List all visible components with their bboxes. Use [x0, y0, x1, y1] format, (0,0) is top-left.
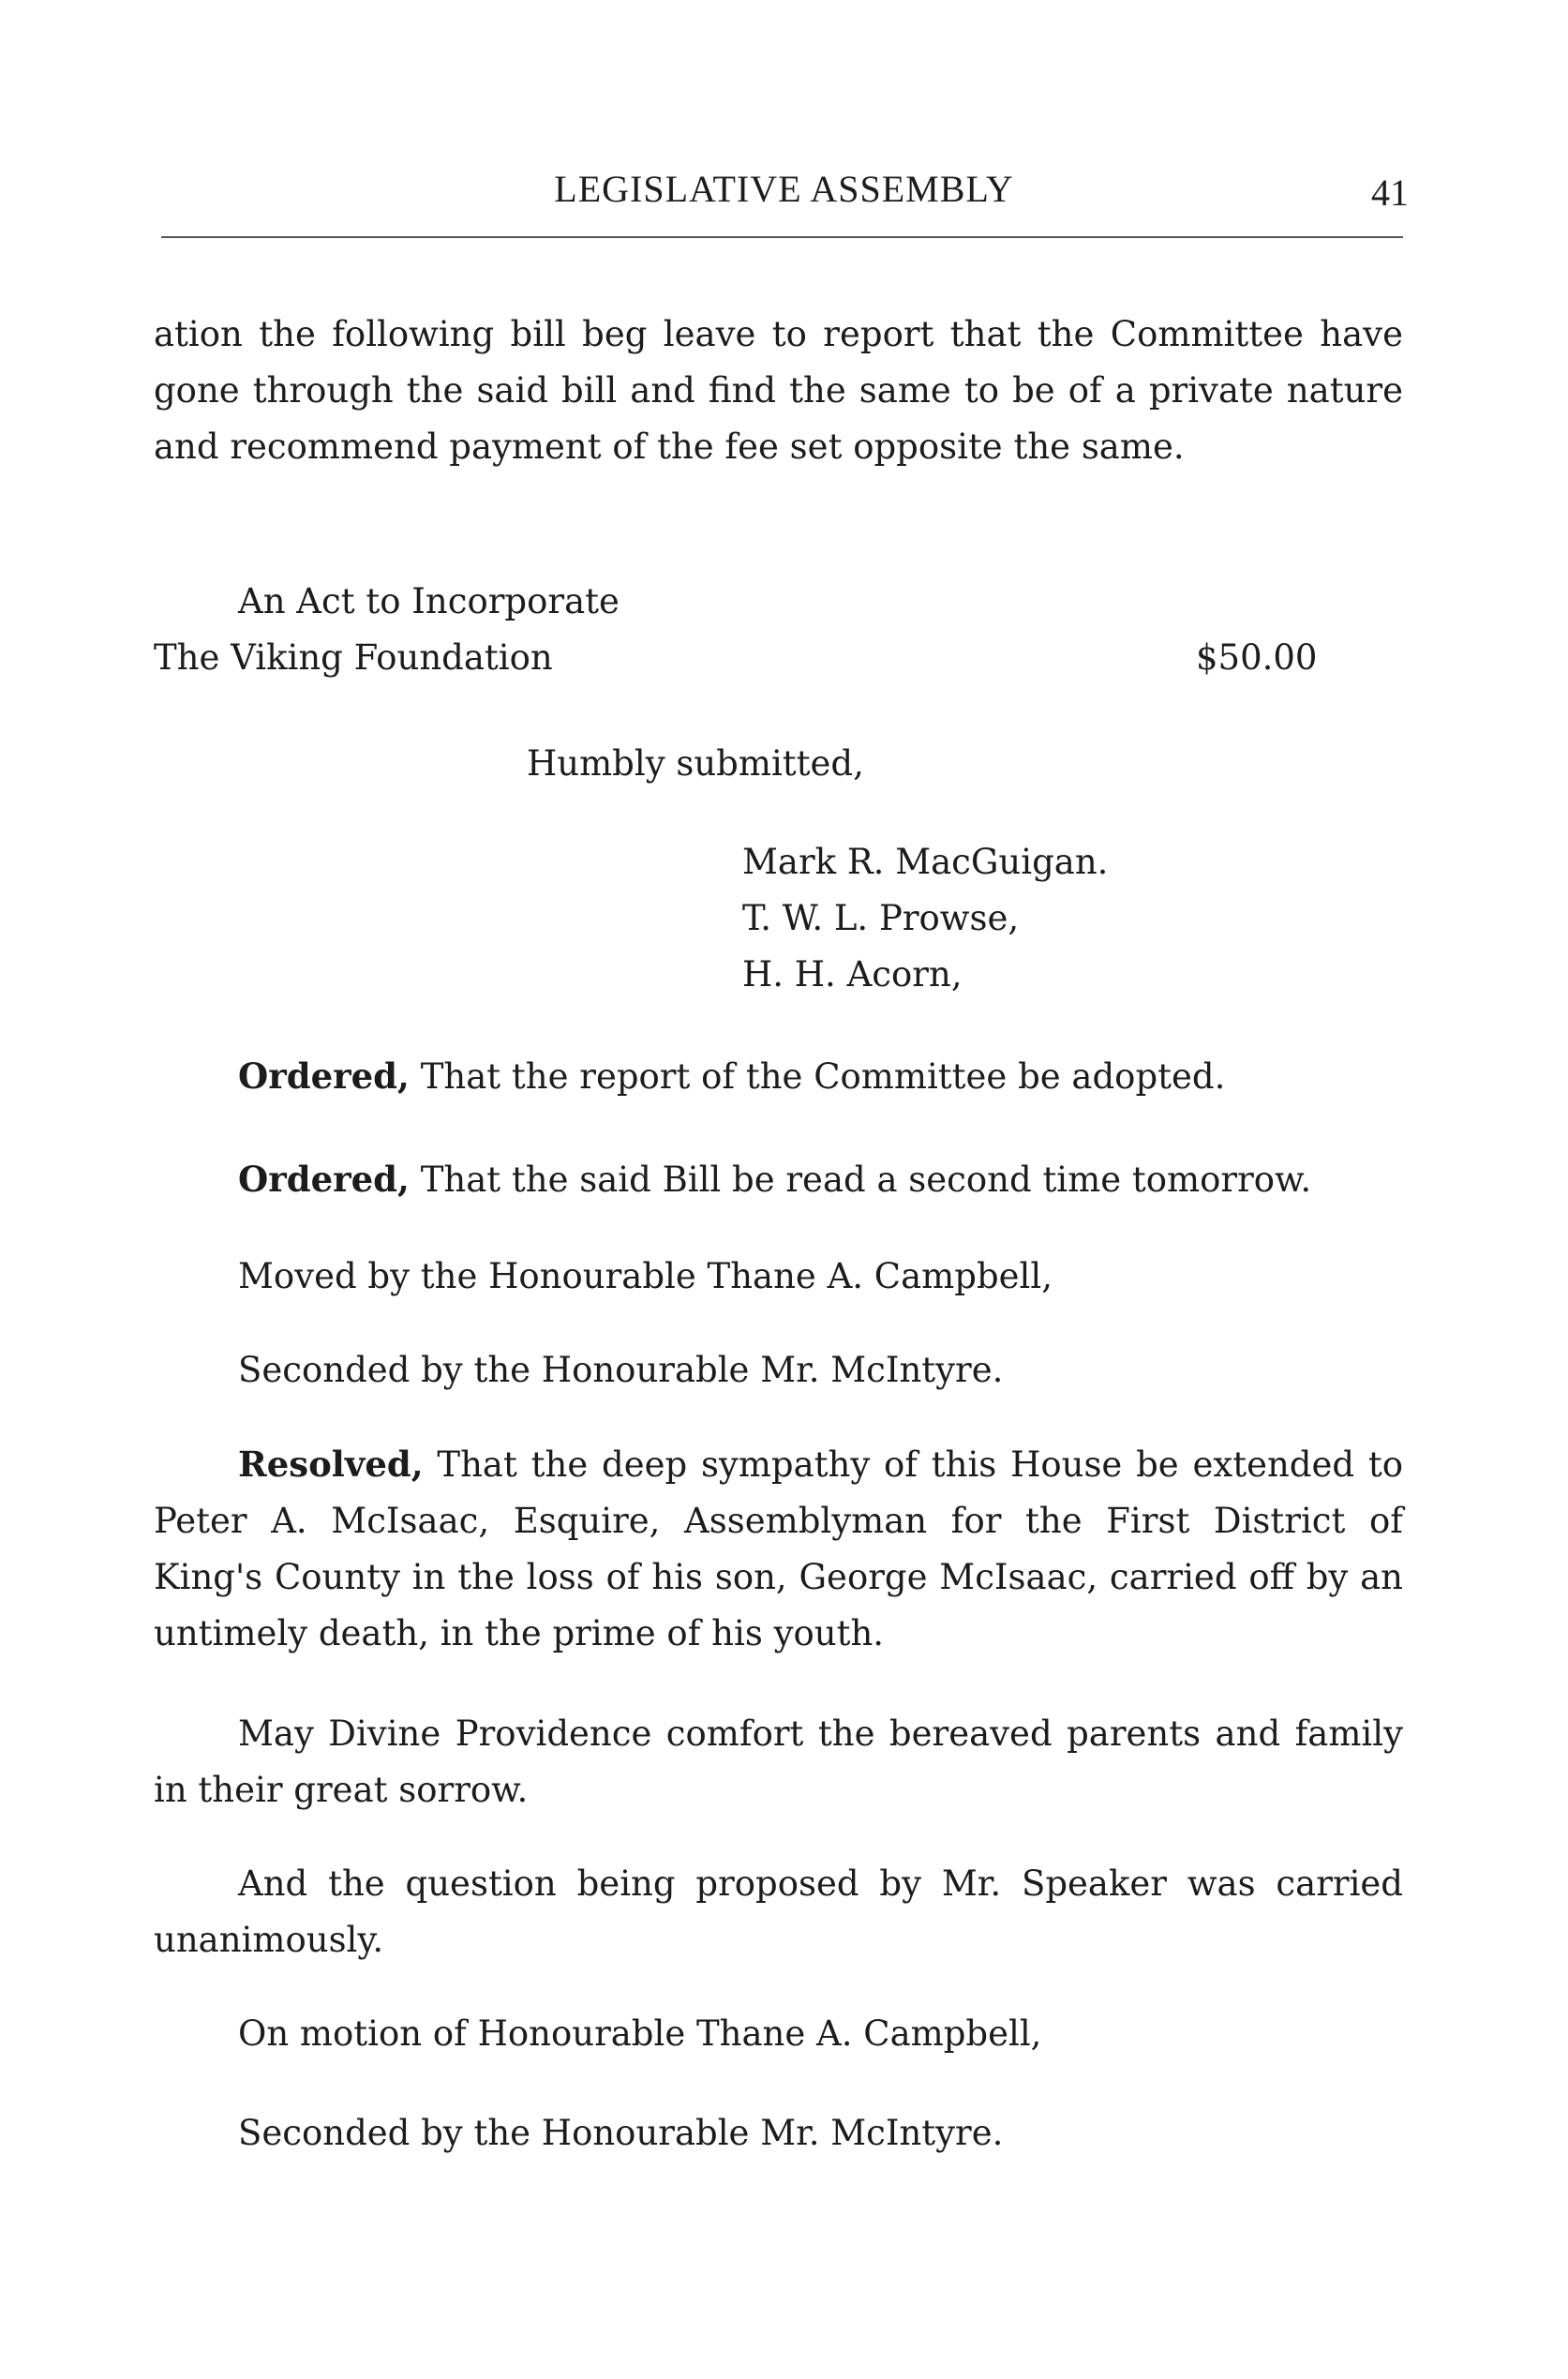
- running-header-title: LEGISLATIVE ASSEMBLY: [554, 168, 1014, 210]
- signatory-3: H. H. Acorn,: [742, 954, 963, 995]
- bill-fee: $50.00: [1196, 637, 1318, 678]
- closing-phrase: Humbly submitted,: [527, 743, 864, 784]
- motion-1-moved: Moved by the Honourable Thane A. Campbell,: [238, 1256, 1053, 1296]
- resolution-text: That the deep sympathy of this House be extended to Peter A. McIsaac, Esquire, Assemblyman for the First District of King's County in the loss of his son, George McIsaac, carried off by an untimely death, in the prime of his youth.: [154, 1444, 1403, 1653]
- providence-paragraph: May Divine Providence comfort the bereaved parents and family in their great sorrow.: [154, 1713, 1403, 1810]
- resolution-paragraph: [154, 1436, 1403, 1662]
- motion-2-moved: On motion of Honourable Thane A. Campbell,: [238, 2013, 1042, 2054]
- order-lead: Ordered,: [238, 1055, 410, 1097]
- resolution-lead: Resolved,: [238, 1444, 424, 1485]
- bill-title-line-1: An Act to Incorporate: [238, 581, 620, 621]
- order-lead: Ordered,: [238, 1159, 410, 1200]
- order-text: That the report of the Committee be adopted.: [409, 1056, 1226, 1097]
- order-text: That the said Bill be read a second time tomorrow.: [409, 1160, 1312, 1200]
- page-number: 41: [1371, 172, 1409, 214]
- bill-title-line-2: The Viking Foundation: [154, 637, 553, 678]
- order-second-reading: [238, 1151, 1311, 1208]
- order-adopted: [238, 1048, 1225, 1105]
- motion-2-seconded: Seconded by the Honourable Mr. McIntyre.: [238, 2113, 1004, 2153]
- intro-paragraph: ation the following bill beg leave to report that the Committee have gone through the said bill and find the same to be of a private nature and recommend payment of the fee set opposite the same.: [154, 314, 1403, 467]
- signatory-2: T. W. L. Prowse,: [742, 898, 1020, 938]
- question-paragraph: And the question being proposed by Mr. Speaker was carried unanimously.: [154, 1863, 1403, 1960]
- header-rule: [161, 236, 1403, 238]
- motion-1-seconded: Seconded by the Honourable Mr. McIntyre.: [238, 1350, 1004, 1390]
- signatory-1: Mark R. MacGuigan.: [742, 842, 1109, 882]
